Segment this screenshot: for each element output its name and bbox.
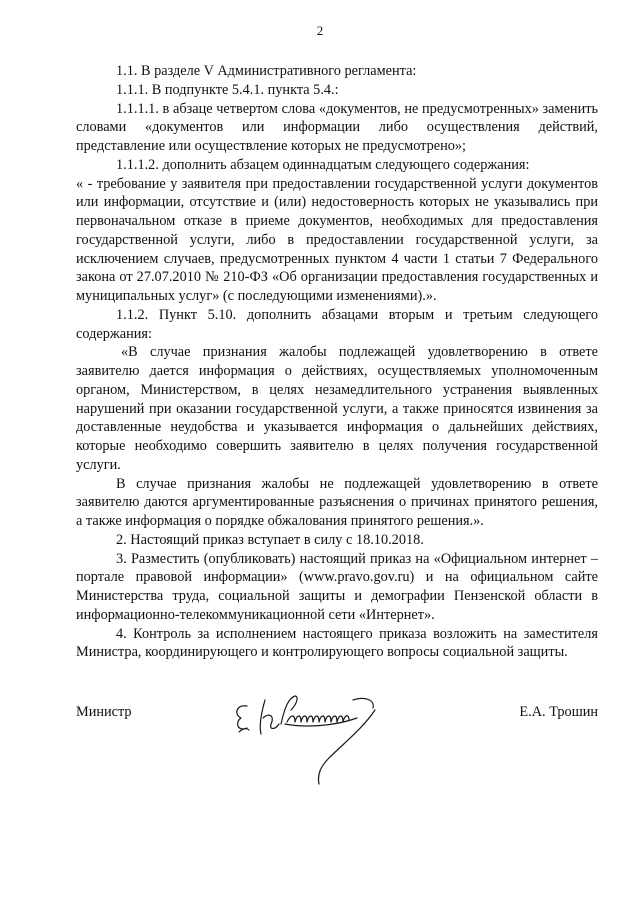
paragraph-2: 2. Настоящий приказ вступает в силу с 18.10.2018. (116, 531, 424, 548)
paragraph-4: 4. Контроль за исполнением настоящего приказа возложить на заместителя Министра, координирующего и контролирующего вопросы социальной защиты. (76, 625, 598, 661)
paragraph-quoted-not-satisfied: В случае признания жалобы не подлежащей удовлетворению в ответе заявителю даются аргументированные разъяснения о причинах принятого решения, а также информация о порядке обжалования принятого решения.». (76, 475, 598, 529)
page-number: 2 (316, 23, 324, 38)
paragraph-1-1-1-2: 1.1.1.2. дополнить абзацем одиннадцатым следующего содержания: (116, 156, 530, 173)
paragraph-3: 3. Разместить (опубликовать) настоящий приказ на «Официальном интернет – портале правовой информации» (www.pravo.gov.ru) и на официальном сайте Министерства труда, социальной защиты и демографии Пензенской области в информационно-телекоммуникационной сети «Интернет». (76, 550, 598, 623)
signatory-position: Министр (76, 704, 132, 720)
paragraph-quoted-requirement: « - требование у заявителя при предоставлении государственной услуги документов или информации, отсутствие и (или) недостоверность которых не указывались при первоначальном отказе в приеме документов, необходимых для предоставления государственной услуги, либо в предоставлении государственной услуги, за исключением случаев, предусмотренных пунктом 4 части 1 статьи 7 Федерального закона от 27.07.2010 № 210-ФЗ «Об организации предоставления государственных и муниципальных услуг» (с последующими изменениями).». (76, 175, 598, 304)
handwritten-signature (225, 688, 395, 788)
paragraph-quoted-satisfied: «В случае признания жалобы подлежащей удовлетворению в ответе заявителю дается информация о действиях, осуществляемых уполномоченным органом, Министерством, в целях незамедлительного устранения выявленных нарушений при оказании государственной услуги, а также приносятся извинения за доставленные неудобства и указывается информация о дальнейших действиях, которые необходимо совершить заявителю в целях получения государственной услуги. (76, 344, 598, 473)
paragraph-1-1-1-1: 1.1.1.1. в абзаце четвертом слова «документов, не предусмотренных» заменить словами «документов или информации либо осуществления действий, представление или осуществление которых не предусмотрено»; (76, 100, 598, 154)
paragraph-1-1: 1.1. В разделе V Административного регламента: (116, 63, 417, 79)
signatory-name: Е.А. Трошин (519, 704, 598, 720)
paragraph-1-1-1: 1.1.1. В подпункте 5.4.1. пункта 5.4.: (116, 81, 339, 98)
paragraph-1-1-2: 1.1.2. Пункт 5.10. дополнить абзацами вторым и третьим следующего содержания: (76, 306, 598, 342)
document-body (76, 62, 598, 662)
